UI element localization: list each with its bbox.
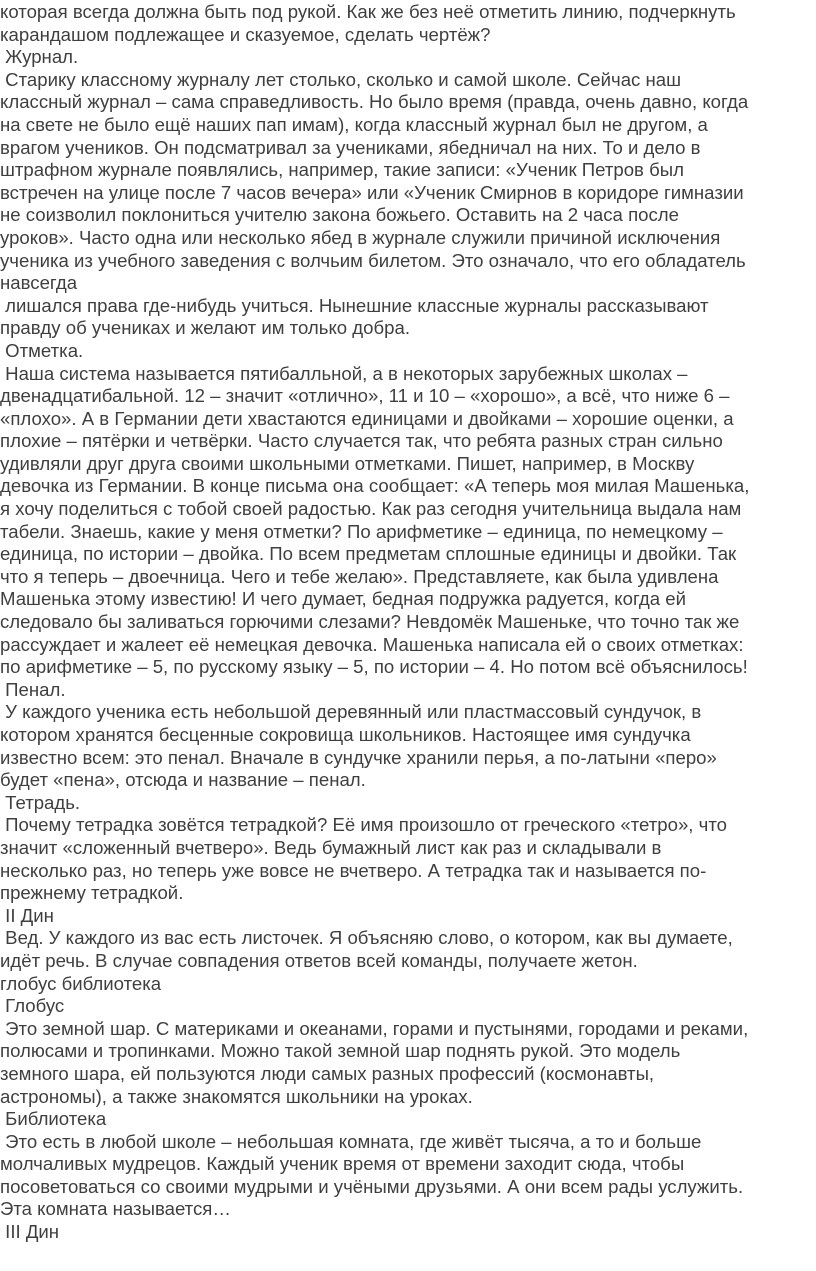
text-line: штрафном журнале появлялись, например, такие записи: «Ученик Петров был: [0, 159, 684, 181]
text-line: Пенал.: [0, 678, 66, 700]
text-line: ученика из учебного заведения с волчьим билетом. Это означало, что его обладатель: [0, 249, 746, 271]
text-line: следовало бы заливаться горючими слезами? Невдомёк Машеньке, что точно так же: [0, 611, 740, 633]
text-line: врагом учеников. Он подсматривал за учениками, ябедничал на них. То и дело в: [0, 136, 701, 158]
text-line: Почему тетрадка зовётся тетрадкой? Её имя произошло от греческого «тетро», что: [0, 814, 727, 836]
text-line: молчаливых мудрецов. Каждый ученик время от времени заходит сюда, чтобы: [0, 1153, 685, 1175]
text-line: единица, по истории – двойка. По всем предметам сплошные единицы и двойки. Так: [0, 543, 737, 565]
text-line: Это есть в любой школе – небольшая комната, где живёт тысяча, а то и больше: [0, 1130, 702, 1152]
text-line: известно всем: это пенал. Вначале в сундучке хранили перья, а по-латыни «перо»: [0, 746, 717, 768]
text-line: земного шара, ей пользуются люди самых разных профессий (космонавты,: [0, 1062, 655, 1084]
text-line: Журнал.: [0, 46, 79, 68]
text-line: Глобус: [0, 995, 65, 1017]
text-line: я хочу поделиться с тобой своей радостью. Как раз сегодня учительница выдала нам: [0, 498, 742, 520]
text-line: навсегда: [0, 272, 78, 294]
text-line: на свете не было ещё наших пап имам), когда классный журнал был не другом, а: [0, 113, 708, 135]
text-line: Отметка.: [0, 339, 84, 361]
text-line: удивляли друг друга своими школьными отметками. Пишет, например, в Москву: [0, 452, 695, 474]
text-line: Эта комната называется…: [0, 1198, 231, 1220]
text-line: правду об учениках и желают им только добра.: [0, 317, 410, 339]
text-line: не соизволил поклониться учителю закона божьего. Оставить на 2 часа после: [0, 204, 679, 226]
text-line: уроков». Часто одна или несколько ябед в журнале служили причиной исключения: [0, 226, 721, 248]
text-line: астрономы), а также знакомятся школьники на уроках.: [0, 1085, 473, 1107]
text-line: Наша система называется пятибалльной, а в некоторых зарубежных школах –: [0, 362, 688, 384]
text-line: глобус библиотека: [0, 972, 162, 994]
text-line: идёт речь. В случае совпадения ответов всей команды, получаете жетон.: [0, 949, 638, 971]
text-line: Старику классному журналу лет столько, сколько и самой школе. Сейчас наш: [0, 68, 682, 90]
text-line: двенадцатибальной. 12 – значит «отлично», 11 и 10 – «хорошо», а всё, что ниже 6 –: [0, 385, 730, 407]
text-line: III Дин: [0, 1221, 60, 1243]
text-line: II Дин: [0, 904, 54, 926]
text-line: Библиотека: [0, 1108, 107, 1130]
text-line: У каждого ученика есть небольшой деревянный или пластмассовый сундучок, в: [0, 701, 702, 723]
text-line: Машенька этому известию! И чего думает, бедная подружка радуется, когда ей: [0, 588, 686, 610]
text-line: классный журнал – сама справедливость. Но было время (правда, очень давно, когда: [0, 91, 749, 113]
text-line: Вед. У каждого из вас есть листочек. Я объясняю слово, о котором, как вы думаете,: [0, 927, 733, 949]
text-line: Тетрадь.: [0, 791, 81, 813]
text-line: посоветоваться со своими мудрыми и учёными друзьями. А они всем рады услужить.: [0, 1175, 744, 1197]
text-line: полюсами и тропинками. Можно такой земной шар поднять рукой. Это модель: [0, 1040, 681, 1062]
text-line: будет «пена», отсюда и название – пенал.: [0, 769, 366, 791]
text-line: по арифметике – 5, по русскому языку – 5, по истории – 4. Но потом всё объяснилось!: [0, 656, 748, 678]
text-line: что я теперь – двоечница. Чего и тебе желаю». Представляете, как была удивлена: [0, 565, 719, 587]
text-line: карандашом подлежащее и сказуемое, сделать чертёж?: [0, 23, 491, 45]
text-line: плохие – пятёрки и четвёрки. Часто случается так, что ребята разных стран сильно: [0, 430, 723, 452]
text-line: которая всегда должна быть под рукой. Как же без неё отметить линию, подчеркнуть: [0, 1, 736, 22]
text-line: девочка из Германии. В конце письма она сообщает: «А теперь моя милая Машенька,: [0, 475, 750, 497]
text-line: прежнему тетрадкой.: [0, 882, 184, 904]
text-line: рассуждает и жалеет её немецкая девочка. Машенька написала ей о своих отметках:: [0, 633, 744, 655]
text-line: «плохо». А в Германии дети хвастаются единицами и двойками – хорошие оценки, а: [0, 407, 734, 429]
text-line: Это земной шар. С материками и океанами, горами и пустынями, городами и реками,: [0, 1017, 749, 1039]
text-line: значит «сложенный вчетверо». Ведь бумажный лист как раз и складывали в: [0, 836, 662, 858]
text-line: табели. Знаешь, какие у меня отметки? По арифметике – единица, по немецкому –: [0, 520, 723, 542]
text-line: котором хранятся бесценные сокровища школьников. Настоящее имя сундучка: [0, 724, 691, 745]
text-line: встречен на улице после 7 часов вечера» или «Ученик Смирнов в коридоре гимназии: [0, 181, 744, 203]
text-line: несколько раз, но теперь уже вовсе не вчетверо. А тетрадка так и называется по-: [0, 859, 707, 881]
text-line: лишался права где-нибудь учиться. Нынешние классные журналы рассказывают: [0, 294, 709, 316]
